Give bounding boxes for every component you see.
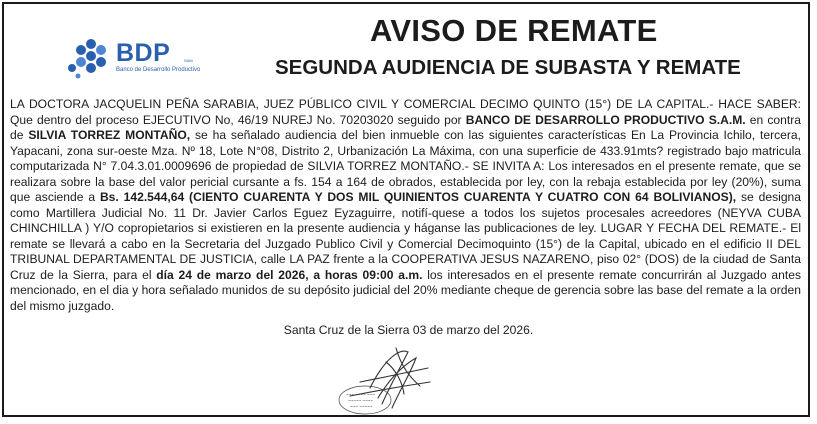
body-text-2: en contra de xyxy=(10,112,801,142)
logo-wordmark: BDP xyxy=(116,39,171,67)
notice-title: AVISO DE REMATE xyxy=(370,13,658,48)
debtor-name: SILVIA TORREZ MONTAÑO, xyxy=(28,128,191,142)
date-line: Santa Cruz de la Sierra 03 de marzo del 2026. xyxy=(283,323,534,337)
svg-text:~~~~~ ~~~~: ~~~~~ ~~~~ xyxy=(348,398,373,403)
bdp-logo xyxy=(68,36,208,86)
body-text-3: se ha señalado audiencia del bien inmueble con las siguientes características En La Provincia Ichilo, tercera, Yapacani, zona sur-oeste Mza. Nº 18, Lote N°08, Distrito 2, Urbanización La Máxima, con una superficie de 433.91mts? registrado bajo matricula computarizada N° 7.04.3.01.0009696 de propiedad de SILVIA TORREZ MONTAÑO.- SE INVITA A: Los interesados en el presente remate, que se realizara sobre la base del valor pericial cursante a fs. 154 a 164 de obrados, establecida por ley, con la rebaja establecida por ley (20%), suma que asciende a xyxy=(10,128,801,204)
body-text-5: los interesados en el presente remate concurrirán al Juzgado antes mencionado, en el dia y hora señalado munidos de su depósito judicial del 20% mediante cheque de gerencia sobre las base del remate a la orden del mismo juzgado. xyxy=(10,267,801,313)
body-text-1: LA DOCTORA JACQUELIN PEÑA SARABIA, JUEZ PÚBLICO CIVIL Y COMERCIAL DECIMO QUINTO (15°) DE LA CAPITAL.- HACE SABER: Que dentro del proceso EJECUTIVO No, 46/19 NUREJ No. 70203020 seguido por xyxy=(10,97,801,127)
auction-amount: Bs. 142.544,64 (CIENTO CUARENTA Y DOS MIL QUINIENTOS CUARENTA Y CUATRO CON 64 BOLIVIANOS), xyxy=(99,190,737,204)
body-text-4: se designa como Martillera Judicial No. 11 Dr. Javier Carlos Eguez Eyzaguirre, notifí-quese a todos los sujetos procesales acreedores (NEYVA CUBA CHINCHILLA ) Y/O copropietarios si existieren en la presente audiencia y háganse las publicaciones de ley. LUGAR Y FECHA DEL REMATE.- El remate se llevará a cabo en la Secretaria del Juzgado Publico Civil y Comercial Decimoquinto (15°) de la Capital, ubicado en el edificio II DEL TRIBUNAL DEPARTAMENTAL DE JUSTICIA, calle LA PAZ frente a la COOPERATIVA JESUS NAZARENO, piso 02° (DOS) de la ciudad de Santa Cruz de la Sierra, para el xyxy=(10,190,801,282)
auction-date: día 24 de marzo del 2026, a horas 09:00 a.m. xyxy=(156,267,423,282)
svg-text:~~~ ~~~~~: ~~~ ~~~~~ xyxy=(350,404,373,409)
signature-icon xyxy=(330,338,460,418)
creditor-name: BANCO DE DESARROLLO PRODUCTIVO S.A.M. xyxy=(465,112,746,127)
logo-subtitle: Banco de Desarrollo Productivo xyxy=(116,67,201,73)
svg-text:~~~ ~~~~ ~~~: ~~~ ~~~~ ~~~ xyxy=(346,392,375,397)
logo-sam: SAM xyxy=(184,58,193,63)
notice-body xyxy=(10,97,801,314)
notice-subtitle: SEGUNDA AUDIENCIA DE SUBASTA Y REMATE xyxy=(275,56,741,79)
bdp-hexagon-icon xyxy=(68,38,112,80)
